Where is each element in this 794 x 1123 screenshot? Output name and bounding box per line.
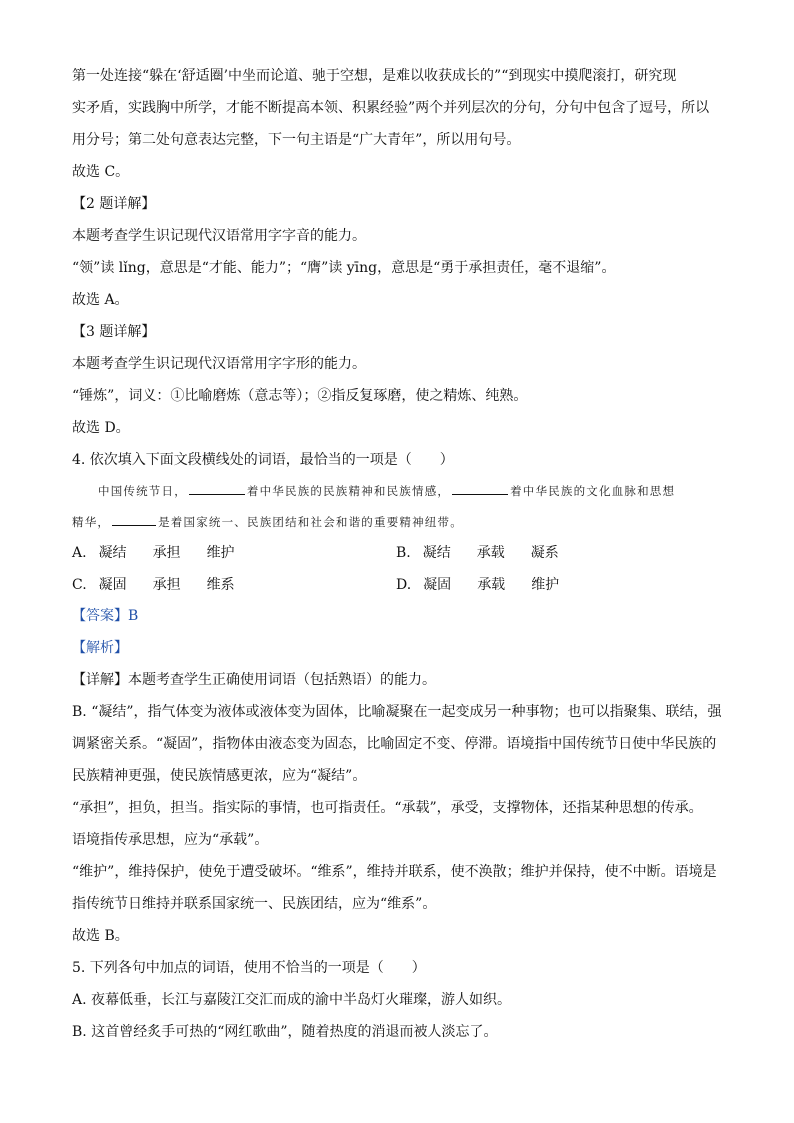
text-line: 故选 D。 — [72, 420, 130, 436]
passage-line-2: 精华， 是着国家统一、民族团结和社会和谐的重要精神纽带。 — [72, 515, 463, 529]
analysis-label: 【解析】 — [72, 640, 128, 656]
fill-blank — [189, 482, 245, 495]
option-a: A. 夜幕低垂，长江与嘉陵江交汇而成的渝中半岛灯火璀璨，游人如织。 — [72, 992, 512, 1008]
text-line: 实矛盾，实践胸中所学，才能不断提高本领、积累经验”两个并列层次的分句，分句中包含了逗号，所以 — [72, 100, 710, 116]
text-line: 本题考查学生识记现代汉语常用字字形的能力。 — [72, 356, 366, 372]
text-line: 故选 A。 — [72, 292, 129, 308]
text-line: “维护”，维持保护，使免于遭受破坏。“维系”，维持并联系，使不涣散；维护并保持，使不中断。语境是 — [72, 864, 717, 880]
section-heading: 【2 题详解】 — [72, 196, 156, 212]
text-line: “锤炼”，词义：①比喻磨炼（意志等）；②指反复琢磨，使之精炼、纯熟。 — [72, 388, 528, 404]
option-c: C. 凝固 承担 维系 — [72, 577, 235, 593]
option-a: A. 凝结 承担 维护 — [72, 545, 235, 561]
passage-line-1: 中国传统节日， 着中华民族的民族精神和民族情感， 着中华民族的文化血脉和思想 — [98, 484, 676, 498]
text-line: 本题考查学生识记现代汉语常用字字音的能力。 — [72, 228, 366, 244]
text-line: 故选 B。 — [72, 928, 129, 944]
text-line: 民族精神更强，使民族情感更浓，应为“凝结”。 — [72, 768, 367, 784]
text-line: “承担”，担负，担当。指实际的事情，也可指责任。“承载”，承受，支撑物体，还指某种思想的传承。 — [72, 800, 703, 816]
answer-label: 【答案】B — [72, 608, 139, 624]
option-b: B. 凝结 承载 凝系 — [396, 545, 559, 561]
text-line: 故选 C。 — [72, 164, 130, 180]
text-line: “领”读 lǐng，意思是“才能、能力”；“膺”读 yīng，意思是“勇于承担责任，毫不退缩”。 — [72, 260, 616, 276]
option-d: D. 凝固 承载 维护 — [396, 577, 560, 593]
text-line: 指传统节日维持并联系国家统一、民族团结，应为“维系”。 — [72, 896, 437, 912]
text-line: B. “凝结”，指气体变为液体或液体变为固体，比喻凝聚在一起变成另一种事物；也可以指聚集、联结，强 — [72, 704, 722, 720]
text-line: 用分号；第二处句意表达完整，下一句主语是“广大青年”，所以用句号。 — [72, 132, 521, 148]
text-line: 语境指传承思想，应为“承载”。 — [72, 832, 269, 848]
question-4: 4. 依次填入下面文段横线处的词语，最恰当的一项是（ ） — [72, 452, 454, 468]
fill-blank — [112, 513, 156, 526]
text-line: 第一处连接“躲在‘舒适圈’中坐而论道、驰于空想，是难以收获成长的”“到现实中摸爬滚打，研究现 — [72, 68, 677, 84]
option-b: B. 这首曾经炙手可热的“网红歌曲”，随着热度的消退而被人淡忘了。 — [72, 1024, 498, 1040]
fill-blank — [452, 482, 508, 495]
text-line: 【详解】本题考查学生正确使用词语（包括熟语）的能力。 — [72, 672, 436, 688]
text-line: 调紧密关系。“凝固”，指物体由液态变为固态，比喻固定不变、停滞。语境指中国传统节日使中华民族的 — [72, 736, 717, 752]
question-5: 5. 下列各句中加点的词语，使用不恰当的一项是（ ） — [72, 960, 426, 976]
section-heading: 【3 题详解】 — [72, 324, 156, 340]
